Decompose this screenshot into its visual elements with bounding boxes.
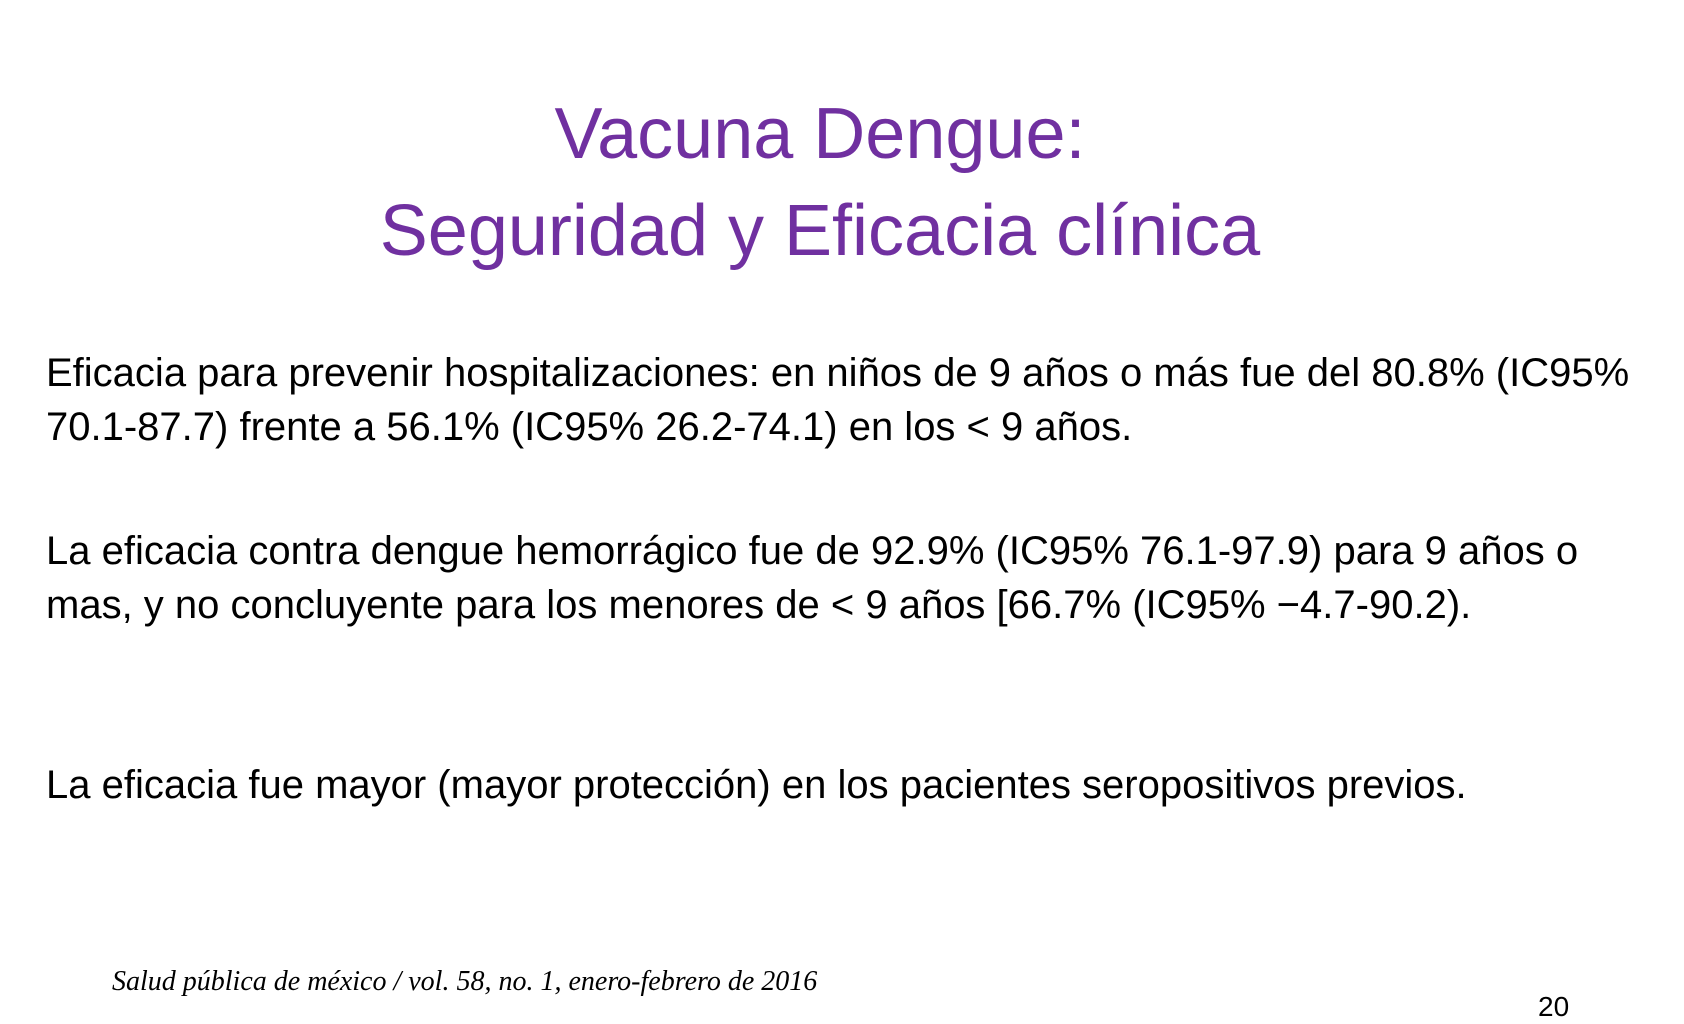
title-line-2: Seguridad y Eficacia clínica bbox=[379, 191, 1261, 271]
paragraph-hospitalization-efficacy: Eficacia para prevenir hospitalizaciones: en niños de 9 años o más fue del 80.8% (IC95% 70.1-87.7) frente a 56.1% (IC95% 26.2-74.1) en los < 9 años. bbox=[46, 351, 1630, 449]
paragraph-seropositive-efficacy: La eficacia fue mayor (mayor protección) en los pacientes seropositivos previos. bbox=[46, 763, 1467, 807]
title-line-1: Vacuna Dengue: bbox=[554, 94, 1086, 174]
slide-title bbox=[0, 86, 1640, 280]
paragraph-hemorrhagic-dengue-efficacy: La eficacia contra dengue hemorrágico fue de 92.9% (IC95% 76.1-97.9) para 9 años o mas, y no concluyente para los menores de < 9 años [66.7% (IC95% −4.7-90.2). bbox=[46, 529, 1579, 627]
page-number: 20 bbox=[1538, 991, 1570, 1022]
source-citation: Salud pública de méxico / vol. 58, no. 1, enero-febrero de 2016 bbox=[112, 966, 818, 997]
